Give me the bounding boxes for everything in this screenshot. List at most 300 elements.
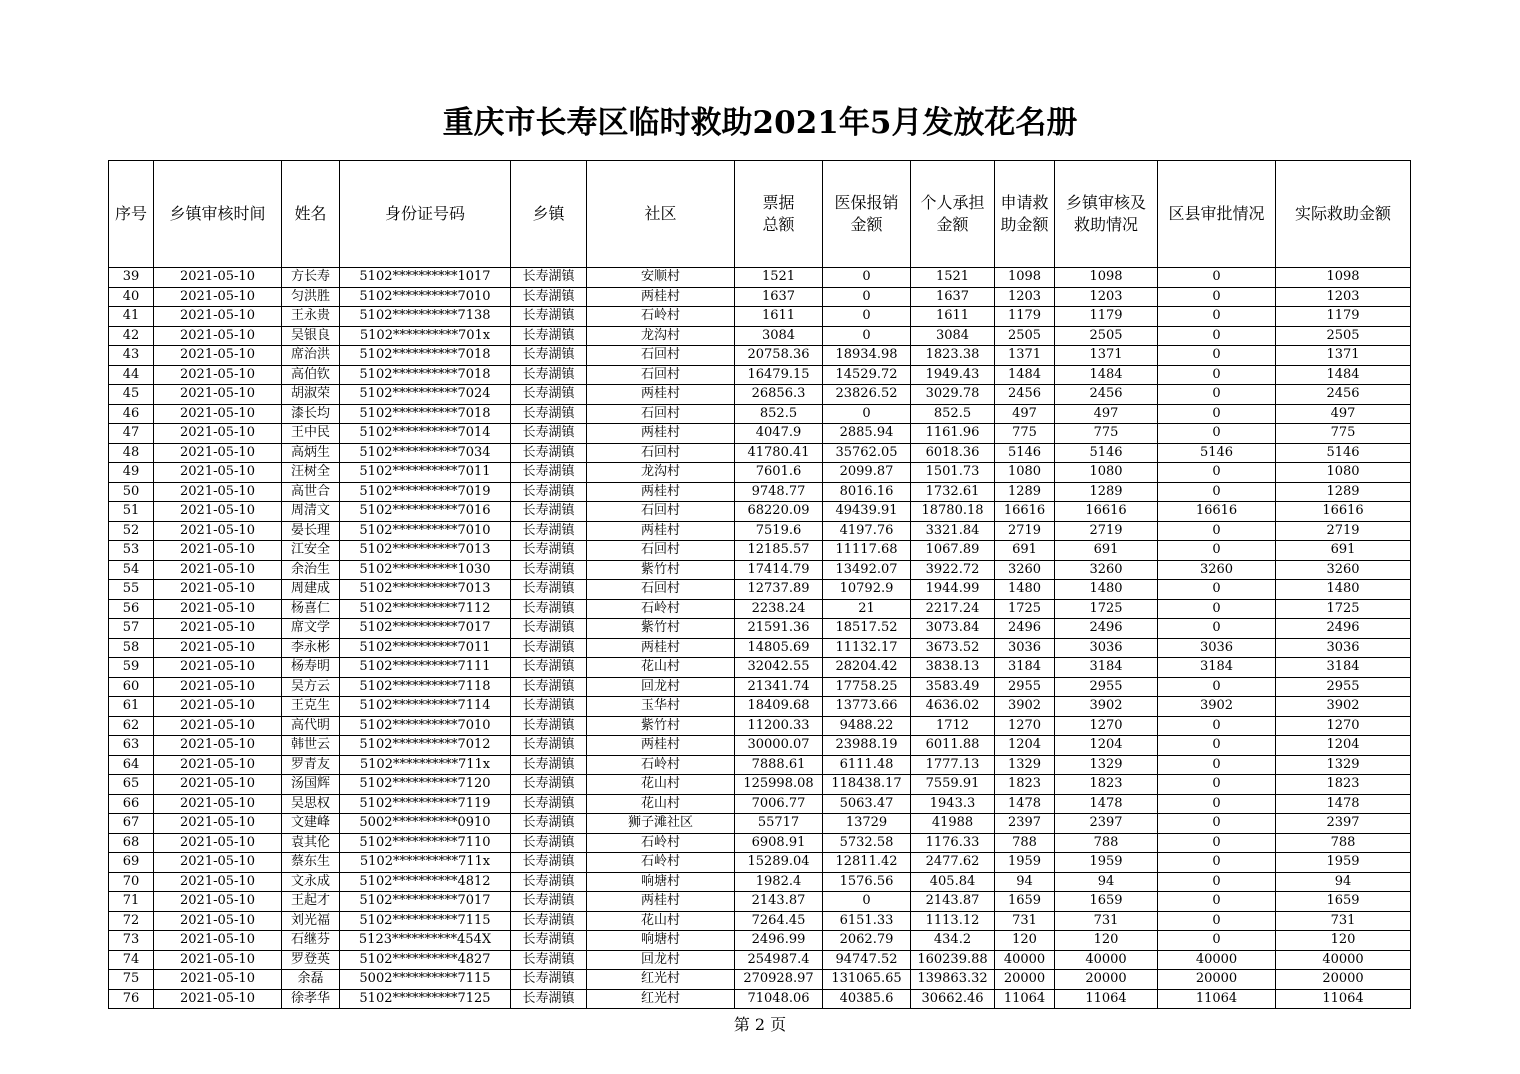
column-header: 票据 总额 (735, 161, 823, 268)
table-cell: 2496 (1276, 619, 1411, 639)
table-row (109, 268, 1411, 288)
table-cell: 1329 (1055, 755, 1158, 775)
table-cell: 罗青友 (282, 755, 340, 775)
table-cell: 73 (109, 931, 154, 951)
table-cell: 2021-05-10 (154, 365, 282, 385)
table-cell: 2021-05-10 (154, 424, 282, 444)
column-header: 区县审批情况 (1158, 161, 1276, 268)
table-cell: 1289 (995, 482, 1055, 502)
table-cell: 1725 (1055, 599, 1158, 619)
table-cell: 5102**********7010 (340, 521, 511, 541)
table-cell: 2955 (1276, 677, 1411, 697)
table-cell: 1371 (1055, 346, 1158, 366)
table-cell: 20000 (1055, 970, 1158, 990)
table-cell: 9488.22 (823, 716, 911, 736)
table-cell: 2021-05-10 (154, 521, 282, 541)
table-cell: 1949.43 (911, 365, 995, 385)
table-cell: 63 (109, 736, 154, 756)
table-cell: 汪树全 (282, 463, 340, 483)
table-cell: 66 (109, 794, 154, 814)
table-cell: 55 (109, 580, 154, 600)
table-cell: 2021-05-10 (154, 755, 282, 775)
table-cell: 1204 (1276, 736, 1411, 756)
table-cell: 497 (1276, 404, 1411, 424)
table-cell: 花山村 (587, 794, 735, 814)
table-cell: 5102**********4812 (340, 872, 511, 892)
table-cell: 袁其伦 (282, 833, 340, 853)
table-cell: 石回村 (587, 346, 735, 366)
table-row (109, 560, 1411, 580)
table-cell: 42 (109, 326, 154, 346)
table-cell: 75 (109, 970, 154, 990)
table-cell: 1823 (1055, 775, 1158, 795)
table-cell: 1611 (735, 307, 823, 327)
table-cell: 21591.36 (735, 619, 823, 639)
table-cell: 1480 (1276, 580, 1411, 600)
table-cell: 5102**********7120 (340, 775, 511, 795)
table-cell: 1982.4 (735, 872, 823, 892)
column-header: 社区 (587, 161, 735, 268)
table-row (109, 853, 1411, 873)
table-cell: 50 (109, 482, 154, 502)
table-cell: 691 (995, 541, 1055, 561)
table-cell: 120 (995, 931, 1055, 951)
table-cell: 红光村 (587, 970, 735, 990)
table-cell: 3036 (1276, 638, 1411, 658)
table-row (109, 833, 1411, 853)
table-cell: 20758.36 (735, 346, 823, 366)
table-cell: 20000 (995, 970, 1055, 990)
table-cell: 5102**********7018 (340, 346, 511, 366)
table-cell: 0 (1158, 404, 1276, 424)
table-cell: 0 (1158, 716, 1276, 736)
table-cell: 7519.6 (735, 521, 823, 541)
table-cell: 玉华村 (587, 697, 735, 717)
table-cell: 39 (109, 268, 154, 288)
table-row (109, 989, 1411, 1009)
table-cell: 7006.77 (735, 794, 823, 814)
table-cell: 1270 (1276, 716, 1411, 736)
table-row (109, 424, 1411, 444)
table-cell: 1478 (1276, 794, 1411, 814)
table-cell: 11064 (1055, 989, 1158, 1009)
table-cell: 长寿湖镇 (511, 268, 587, 288)
table-cell: 40000 (1276, 950, 1411, 970)
table-cell: 55717 (735, 814, 823, 834)
table-cell: 2021-05-10 (154, 814, 282, 834)
table-cell: 94747.52 (823, 950, 911, 970)
table-cell: 11132.17 (823, 638, 911, 658)
table-cell: 1179 (995, 307, 1055, 327)
table-cell: 2021-05-10 (154, 989, 282, 1009)
table-cell: 3184 (1276, 658, 1411, 678)
table-cell: 11200.33 (735, 716, 823, 736)
table-cell: 漆长均 (282, 404, 340, 424)
table-cell: 0 (823, 307, 911, 327)
table-cell: 1501.73 (911, 463, 995, 483)
table-cell: 席文学 (282, 619, 340, 639)
table-cell: 1484 (1276, 365, 1411, 385)
table-cell: 17414.79 (735, 560, 823, 580)
table-cell: 5063.47 (823, 794, 911, 814)
table-cell: 48 (109, 443, 154, 463)
table-cell: 1484 (1055, 365, 1158, 385)
table-cell: 5102**********7010 (340, 287, 511, 307)
table-cell: 13773.66 (823, 697, 911, 717)
table-cell: 2021-05-10 (154, 794, 282, 814)
table-cell: 23988.19 (823, 736, 911, 756)
table-cell: 52 (109, 521, 154, 541)
table-cell: 3260 (1055, 560, 1158, 580)
table-cell: 5146 (995, 443, 1055, 463)
table-cell: 长寿湖镇 (511, 970, 587, 990)
table-cell: 3902 (1158, 697, 1276, 717)
table-cell: 3036 (1158, 638, 1276, 658)
table-cell: 2021-05-10 (154, 560, 282, 580)
table-cell: 16616 (1055, 502, 1158, 522)
table-cell: 775 (1276, 424, 1411, 444)
table-cell: 9748.77 (735, 482, 823, 502)
table-row (109, 775, 1411, 795)
table-cell: 5102**********7012 (340, 736, 511, 756)
table-cell: 高伯钦 (282, 365, 340, 385)
table-cell: 席治洪 (282, 346, 340, 366)
table-cell: 0 (1158, 794, 1276, 814)
table-cell: 94 (1055, 872, 1158, 892)
table-cell: 高代明 (282, 716, 340, 736)
table-cell: 0 (1158, 463, 1276, 483)
table-cell: 2217.24 (911, 599, 995, 619)
table-cell: 长寿湖镇 (511, 911, 587, 931)
table-cell: 47 (109, 424, 154, 444)
table-cell: 2021-05-10 (154, 872, 282, 892)
table-cell: 94 (995, 872, 1055, 892)
table-cell: 1478 (1055, 794, 1158, 814)
table-cell: 2143.87 (735, 892, 823, 912)
table-cell: 长寿湖镇 (511, 658, 587, 678)
table-cell: 紫竹村 (587, 716, 735, 736)
table-cell: 2955 (1055, 677, 1158, 697)
table-row (109, 346, 1411, 366)
table-row (109, 482, 1411, 502)
table-cell: 1270 (1055, 716, 1158, 736)
table-cell: 紫竹村 (587, 560, 735, 580)
table-cell: 王起才 (282, 892, 340, 912)
table-cell: 18517.52 (823, 619, 911, 639)
table-cell: 497 (995, 404, 1055, 424)
table-cell: 23826.52 (823, 385, 911, 405)
table-cell: 0 (1158, 833, 1276, 853)
table-cell: 2885.94 (823, 424, 911, 444)
table-cell: 788 (1055, 833, 1158, 853)
table-row (109, 950, 1411, 970)
table-cell: 5102**********7114 (340, 697, 511, 717)
column-header: 姓名 (282, 161, 340, 268)
table-cell: 1944.99 (911, 580, 995, 600)
table-cell: 1725 (995, 599, 1055, 619)
table-cell: 高炳生 (282, 443, 340, 463)
table-cell: 1521 (735, 268, 823, 288)
table-cell: 1179 (1276, 307, 1411, 327)
table-cell: 2021-05-10 (154, 287, 282, 307)
table-cell: 6151.33 (823, 911, 911, 931)
table-cell: 7559.91 (911, 775, 995, 795)
table-cell: 120 (1276, 931, 1411, 951)
table-cell: 罗登英 (282, 950, 340, 970)
table-cell: 3084 (735, 326, 823, 346)
table-cell: 1204 (995, 736, 1055, 756)
table-cell: 1203 (1055, 287, 1158, 307)
table-cell: 1823 (1276, 775, 1411, 795)
table-cell: 1959 (1276, 853, 1411, 873)
table-cell: 2021-05-10 (154, 326, 282, 346)
table-cell: 497 (1055, 404, 1158, 424)
table-cell: 花山村 (587, 775, 735, 795)
table-cell: 0 (1158, 677, 1276, 697)
table-cell: 0 (1158, 736, 1276, 756)
table-cell: 石岭村 (587, 307, 735, 327)
table-row (109, 287, 1411, 307)
table-cell: 7888.61 (735, 755, 823, 775)
table-cell: 1777.13 (911, 755, 995, 775)
table-cell: 788 (995, 833, 1055, 853)
table-cell: 2021-05-10 (154, 853, 282, 873)
table-cell: 长寿湖镇 (511, 307, 587, 327)
table-cell: 120 (1055, 931, 1158, 951)
table-cell: 30662.46 (911, 989, 995, 1009)
table-cell: 蔡东生 (282, 853, 340, 873)
table-row (109, 697, 1411, 717)
table-cell: 5102**********7138 (340, 307, 511, 327)
table-cell: 4636.02 (911, 697, 995, 717)
table-cell: 40000 (1158, 950, 1276, 970)
column-header: 医保报销 金额 (823, 161, 911, 268)
table-cell: 0 (1158, 775, 1276, 795)
table-cell: 红光村 (587, 989, 735, 1009)
table-cell: 2021-05-10 (154, 970, 282, 990)
table-cell: 2021-05-10 (154, 541, 282, 561)
table-cell: 11064 (1158, 989, 1276, 1009)
table-cell: 长寿湖镇 (511, 833, 587, 853)
table-cell: 15289.04 (735, 853, 823, 873)
table-cell: 4197.76 (823, 521, 911, 541)
table-cell: 长寿湖镇 (511, 482, 587, 502)
table-cell: 691 (1055, 541, 1158, 561)
table-cell: 长寿湖镇 (511, 755, 587, 775)
table-row (109, 541, 1411, 561)
table-cell: 2505 (995, 326, 1055, 346)
table-cell: 3184 (1055, 658, 1158, 678)
table-cell: 16479.15 (735, 365, 823, 385)
table-cell: 13492.07 (823, 560, 911, 580)
table-cell: 68220.09 (735, 502, 823, 522)
table-cell: 3902 (995, 697, 1055, 717)
table-cell: 1203 (1276, 287, 1411, 307)
table-row (109, 716, 1411, 736)
table-row (109, 404, 1411, 424)
table-cell: 长寿湖镇 (511, 365, 587, 385)
table-cell: 两桂村 (587, 736, 735, 756)
table-cell: 0 (823, 287, 911, 307)
table-header-row (109, 161, 1411, 268)
table-cell: 回龙村 (587, 677, 735, 697)
table-cell: 石岭村 (587, 833, 735, 853)
table-cell: 5102**********7017 (340, 892, 511, 912)
table-cell: 长寿湖镇 (511, 385, 587, 405)
table-cell: 长寿湖镇 (511, 716, 587, 736)
table-cell: 1098 (995, 268, 1055, 288)
table-cell: 0 (1158, 365, 1276, 385)
table-cell: 5102**********7110 (340, 833, 511, 853)
table-cell: 2021-05-10 (154, 404, 282, 424)
table-cell: 14805.69 (735, 638, 823, 658)
table-cell: 0 (1158, 911, 1276, 931)
table-cell: 0 (1158, 599, 1276, 619)
table-cell: 方长寿 (282, 268, 340, 288)
table-cell: 18934.98 (823, 346, 911, 366)
table-cell: 56 (109, 599, 154, 619)
table-cell: 691 (1276, 541, 1411, 561)
column-header: 序号 (109, 161, 154, 268)
table-cell: 2021-05-10 (154, 775, 282, 795)
table-cell: 余治生 (282, 560, 340, 580)
table-cell: 125998.08 (735, 775, 823, 795)
table-cell: 文永成 (282, 872, 340, 892)
table-cell: 1637 (911, 287, 995, 307)
table-body (109, 268, 1411, 1009)
table-cell: 两桂村 (587, 287, 735, 307)
table-cell: 3673.52 (911, 638, 995, 658)
table-cell: 3902 (1276, 697, 1411, 717)
table-cell: 5102**********711x (340, 755, 511, 775)
table-row (109, 911, 1411, 931)
table-cell: 2719 (1276, 521, 1411, 541)
table-row (109, 521, 1411, 541)
table-cell: 1478 (995, 794, 1055, 814)
table-cell: 1484 (995, 365, 1055, 385)
table-cell: 5102**********1017 (340, 268, 511, 288)
table-cell: 18409.68 (735, 697, 823, 717)
table-row (109, 970, 1411, 990)
table-cell: 1943.3 (911, 794, 995, 814)
table-cell: 72 (109, 911, 154, 931)
table-row (109, 658, 1411, 678)
table-cell: 2955 (995, 677, 1055, 697)
table-cell: 长寿湖镇 (511, 287, 587, 307)
table-cell: 44 (109, 365, 154, 385)
table-cell: 21 (823, 599, 911, 619)
table-cell: 刘光福 (282, 911, 340, 931)
table-cell: 安顺村 (587, 268, 735, 288)
column-header: 个人承担 金额 (911, 161, 995, 268)
table-cell: 1329 (1276, 755, 1411, 775)
table-cell: 61 (109, 697, 154, 717)
table-cell: 16616 (995, 502, 1055, 522)
table-cell: 60 (109, 677, 154, 697)
table-cell: 58 (109, 638, 154, 658)
table-cell: 响塘村 (587, 931, 735, 951)
table-cell: 1176.33 (911, 833, 995, 853)
table-cell: 长寿湖镇 (511, 346, 587, 366)
table-cell: 王克生 (282, 697, 340, 717)
table-cell: 2505 (1276, 326, 1411, 346)
table-cell: 3184 (1158, 658, 1276, 678)
table-cell: 长寿湖镇 (511, 443, 587, 463)
page-title: 重庆市长寿区临时救助2021年5月发放花名册 (442, 105, 1078, 141)
table-cell: 852.5 (735, 404, 823, 424)
table-cell: 李永彬 (282, 638, 340, 658)
table-cell: 1080 (1055, 463, 1158, 483)
table-cell: 韩世云 (282, 736, 340, 756)
table-cell: 16616 (1158, 502, 1276, 522)
table-cell: 1080 (1276, 463, 1411, 483)
table-cell: 2505 (1055, 326, 1158, 346)
table-cell: 1732.61 (911, 482, 995, 502)
table-cell: 12737.89 (735, 580, 823, 600)
table-cell: 2397 (1276, 814, 1411, 834)
table-cell: 2099.87 (823, 463, 911, 483)
table-cell: 254987.4 (735, 950, 823, 970)
table-cell: 5002**********0910 (340, 814, 511, 834)
table-cell: 59 (109, 658, 154, 678)
table-cell: 长寿湖镇 (511, 541, 587, 561)
table-row (109, 443, 1411, 463)
table-cell: 57 (109, 619, 154, 639)
column-header: 身份证号码 (340, 161, 511, 268)
table-cell: 2456 (1276, 385, 1411, 405)
table-cell: 长寿湖镇 (511, 599, 587, 619)
table-cell: 2021-05-10 (154, 502, 282, 522)
table-cell: 周清文 (282, 502, 340, 522)
table-cell: 16616 (1276, 502, 1411, 522)
table-cell: 41 (109, 307, 154, 327)
table-row (109, 463, 1411, 483)
table-cell: 王永贵 (282, 307, 340, 327)
table-cell: 0 (1158, 580, 1276, 600)
table-cell: 2021-05-10 (154, 833, 282, 853)
table-cell: 35762.05 (823, 443, 911, 463)
table-cell: 0 (1158, 287, 1276, 307)
table-cell: 67 (109, 814, 154, 834)
table-cell: 2021-05-10 (154, 716, 282, 736)
table-cell: 12811.42 (823, 853, 911, 873)
table-cell: 1659 (1055, 892, 1158, 912)
relief-roster-table (108, 160, 1411, 1009)
table-cell: 5102**********7014 (340, 424, 511, 444)
table-cell: 2021-05-10 (154, 658, 282, 678)
table-cell: 2021-05-10 (154, 443, 282, 463)
table-cell: 4047.9 (735, 424, 823, 444)
table-cell: 2021-05-10 (154, 599, 282, 619)
table-cell: 石岭村 (587, 755, 735, 775)
table-cell: 5102**********7111 (340, 658, 511, 678)
table-cell: 3260 (1276, 560, 1411, 580)
table-cell: 40 (109, 287, 154, 307)
table-cell: 0 (1158, 814, 1276, 834)
table-cell: 1270 (995, 716, 1055, 736)
table-cell: 131065.65 (823, 970, 911, 990)
table-row (109, 385, 1411, 405)
table-cell: 2397 (1055, 814, 1158, 834)
table-cell: 0 (1158, 541, 1276, 561)
table-cell: 54 (109, 560, 154, 580)
table-cell: 40385.6 (823, 989, 911, 1009)
table-cell: 石继芬 (282, 931, 340, 951)
table-cell: 2062.79 (823, 931, 911, 951)
table-cell: 长寿湖镇 (511, 424, 587, 444)
table-cell: 64 (109, 755, 154, 775)
table-cell: 11117.68 (823, 541, 911, 561)
